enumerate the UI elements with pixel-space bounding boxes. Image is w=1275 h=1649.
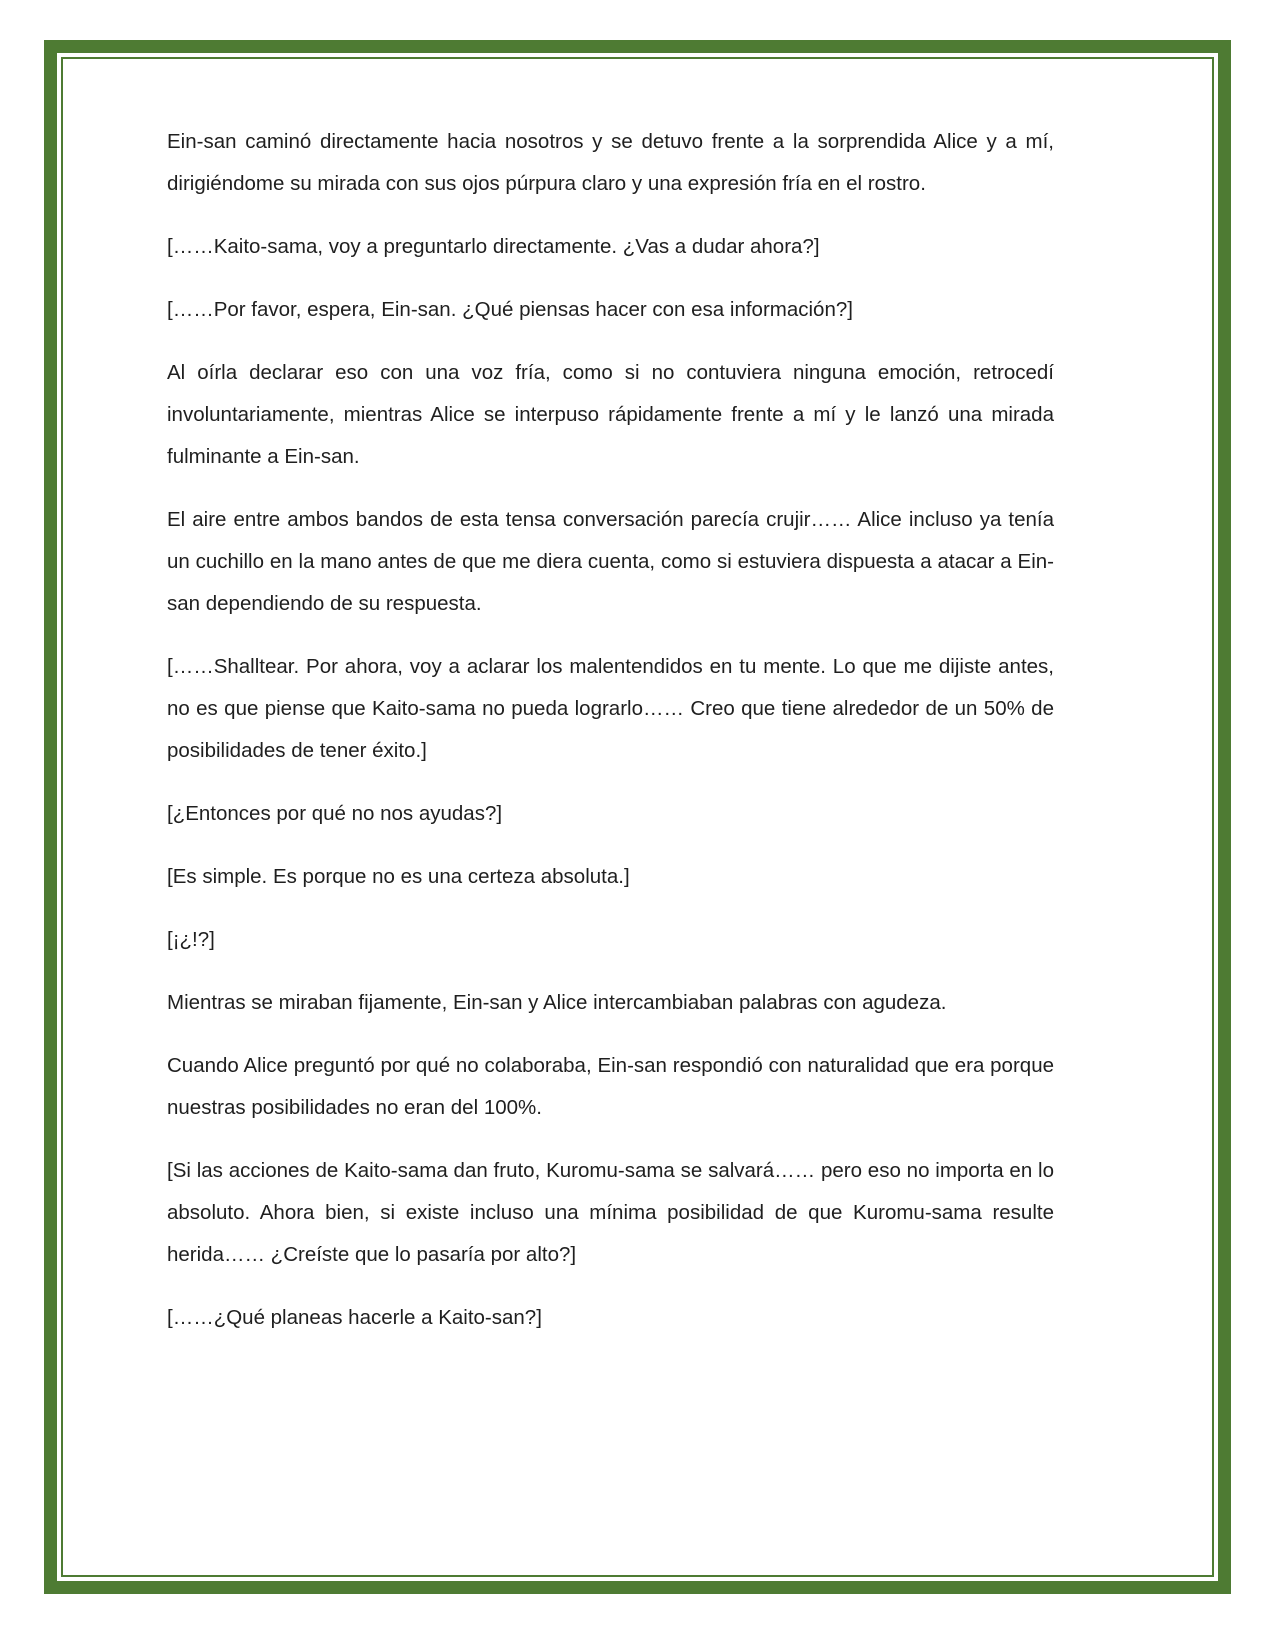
paragraph: [……Por favor, espera, Ein-san. ¿Qué piensas hacer con esa información?] [167,298,853,321]
paragraph: [¿Entonces por qué no nos ayudas?] [167,802,503,825]
document-content [63,59,1212,1575]
paragraph: El aire entre ambos bandos de esta tensa conversación parecía crujir…… Alice incluso ya tenía un cuchillo en la mano antes de que me diera cuenta, como si estuviera dispuesta a atacar a Ein-san dependiendo de su respuesta. [167,508,1054,615]
paragraph: Ein-san caminó directamente hacia nosotros y se detuvo frente a la sorprendida Alice y a mí, dirigiéndome su mirada con sus ojos púrpura claro y una expresión fría en el rostro. [167,130,1054,195]
paragraph: [¡¿!?] [167,928,215,951]
page-border-frame [44,40,1231,1594]
paragraph: Cuando Alice preguntó por qué no colaboraba, Ein-san respondió con naturalidad que era porque nuestras posibilidades no eran del 100%. [167,1054,1054,1119]
paragraph: [Si las acciones de Kaito-sama dan fruto, Kuromu-sama se salvará…… pero eso no importa en lo absoluto. Ahora bien, si existe incluso una mínima posibilidad de que Kuromu-sama resulte herida…… ¿Creíste que lo pasaría por alto?] [167,1159,1054,1266]
paragraph: Mientras se miraban fijamente, Ein-san y Alice intercambiaban palabras con agudeza. [167,991,947,1014]
paragraph: [……Shalltear. Por ahora, voy a aclarar los malentendidos en tu mente. Lo que me dijiste antes, no es que piense que Kaito-sama no pueda lograrlo…… Creo que tiene alrededor de un 50% de posibilidades de tener éxito.] [167,655,1054,762]
paragraph: Al oírla declarar eso con una voz fría, como si no contuviera ninguna emoción, retrocedí involuntariamente, mientras Alice se interpuso rápidamente frente a mí y le lanzó una mirada fulminante a Ein-san. [167,361,1054,468]
paragraph: [……Kaito-sama, voy a preguntarlo directamente. ¿Vas a dudar ahora?] [167,235,820,258]
paragraph: [……¿Qué planeas hacerle a Kaito-san?] [167,1306,542,1329]
page-inner-border [61,57,1214,1577]
paragraph: [Es simple. Es porque no es una certeza absoluta.] [167,865,630,888]
